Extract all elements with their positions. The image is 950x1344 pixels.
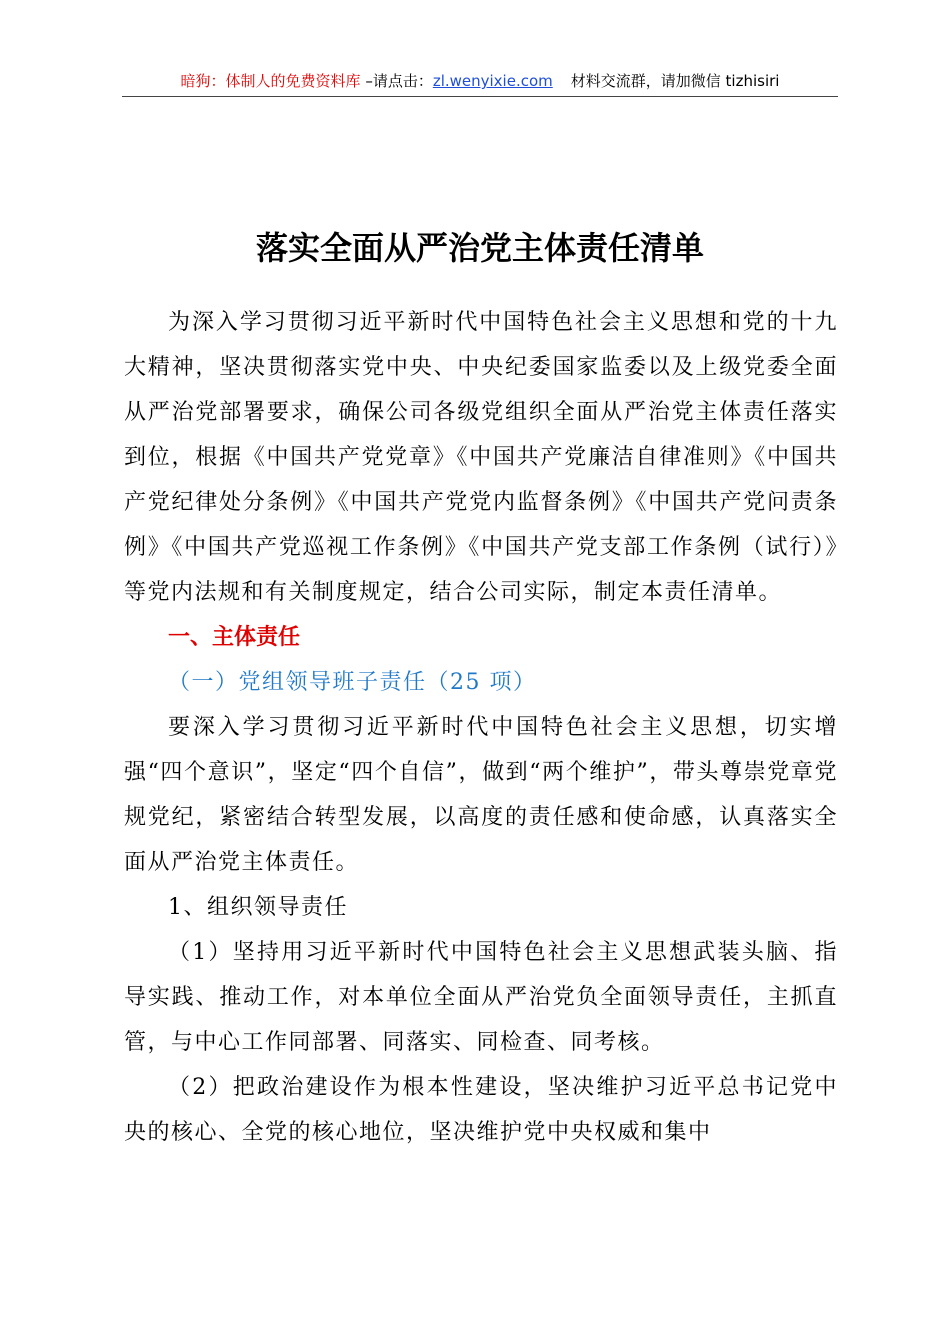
header-divider	[122, 96, 838, 97]
section-heading-main-responsibility: 一、主体责任	[168, 625, 301, 650]
subsection-heading-leadership: （一）党组领导班子责任（25 项）	[168, 670, 537, 695]
header-brand-text: 暗狗：体制人的免费资料库	[180, 72, 361, 90]
item-point-1: （1）坚持用习近平新时代中国特色社会主义思想武装头脑、指导实践、推动工作，对本单位全面从严治党负全面领导责任，主抓直管，与中心工作同部署、同落实、同检查、同考核。	[124, 940, 838, 1055]
item-heading-organizational-leadership: 1、组织领导责任	[168, 895, 348, 920]
item-point-2: （2）把政治建设作为根本性建设，坚决维护习近平总书记党中央的核心、全党的核心地位，坚决维护党中央权威和集中	[124, 1075, 838, 1145]
header-website-link[interactable]: zl.wenyixie.com	[432, 72, 553, 90]
header-wechat-text: 材料交流群，请加微信 tizhisiri	[570, 72, 780, 90]
intro-paragraph: 为深入学习贯彻习近平新时代中国特色社会主义思想和党的十九大精神，坚决贯彻落实党中央、中央纪委国家监委以及上级党委全面从严治党部署要求，确保公司各级党组织全面从严治党主体责任落实到位，根据《中国共产党党章》《中国共产党廉洁自律准则》《中国共产党纪律处分条例》《中国共产党党内监督条例》《中国共产党问责条例》《中国共产党巡视工作条例》《中国共产党支部工作条例（试行）》等党内法规和有关制度规定，结合公司实际，制定本责任清单。	[124, 310, 838, 605]
header-prompt-text: –请点击：	[360, 72, 433, 90]
page-header	[122, 66, 838, 96]
subsection-intro-paragraph: 要深入学习贯彻习近平新时代中国特色社会主义思想，切实增强“四个意识”，坚定“四个自信”，做到“两个维护”，带头尊崇党章党规党纪，紧密结合转型发展，以高度的责任感和使命感，认真落实全面从严治党主体责任。	[124, 715, 838, 875]
document-title: 落实全面从严治党主体责任清单	[255, 229, 704, 267]
document-body	[124, 300, 838, 1155]
